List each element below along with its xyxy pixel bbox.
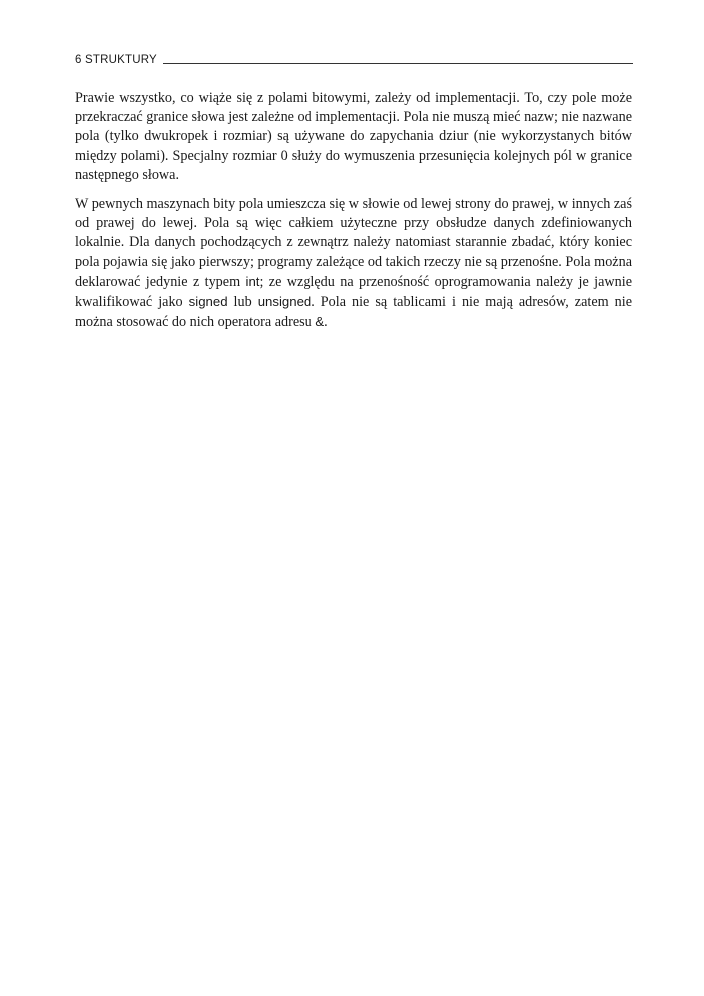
paragraph-text: ; ze względu na przenośność oprogramowania należy je jawnie kwalifikować jako	[75, 273, 632, 311]
chapter-label: 6 STRUKTURY	[75, 54, 157, 66]
paragraph-bitfields-portability	[75, 195, 632, 332]
code-keyword-int: int	[245, 273, 260, 289]
body-text	[75, 89, 632, 342]
paragraph-text: .	[324, 314, 328, 331]
code-keyword-unsigned: unsigned	[257, 294, 312, 310]
paragraph-text: W pewnych maszynach bity pola umieszcza się w słowie od lewej strony do prawej, w innych zaś od prawej do lewej. Pola są więc całkiem użyteczne przy obsłudze danych zdefiniowanych lokalnie. Dla danych pochodzących z zewnątrz należy natomiast starannie zbadać, który koniec pola pojawia się jako pierwszy; programy zależące od takich rzeczy nie są przenośne. Pola można deklarować jedynie z typem	[75, 196, 632, 290]
code-operator-address: &	[315, 314, 325, 330]
code-keyword-signed: signed	[188, 294, 228, 310]
paragraph-bitfields-implementation: Prawie wszystko, co wiąże się z polami bitowymi, zależy od implementacji. To, czy pole może przekraczać granice słowa jest zależne od implementacji. Pola nie muszą mieć nazw; nie nazwane pola (tylko dwukropek i rozmiar) są używane do zapychania dziur (nie wykorzystanych bitów między polami). Specjalny rozmiar 0 służy do wymuszenia przesunięcia kolejnych pól w granice następnego słowa.	[75, 90, 632, 183]
running-header	[75, 50, 633, 66]
paragraph-text: lub	[227, 294, 258, 311]
header-rule	[163, 63, 633, 64]
paragraph-text: . Pola nie są tablicami i nie mają adresów, zatem nie można stosować do nich operatora adresu	[75, 294, 632, 331]
